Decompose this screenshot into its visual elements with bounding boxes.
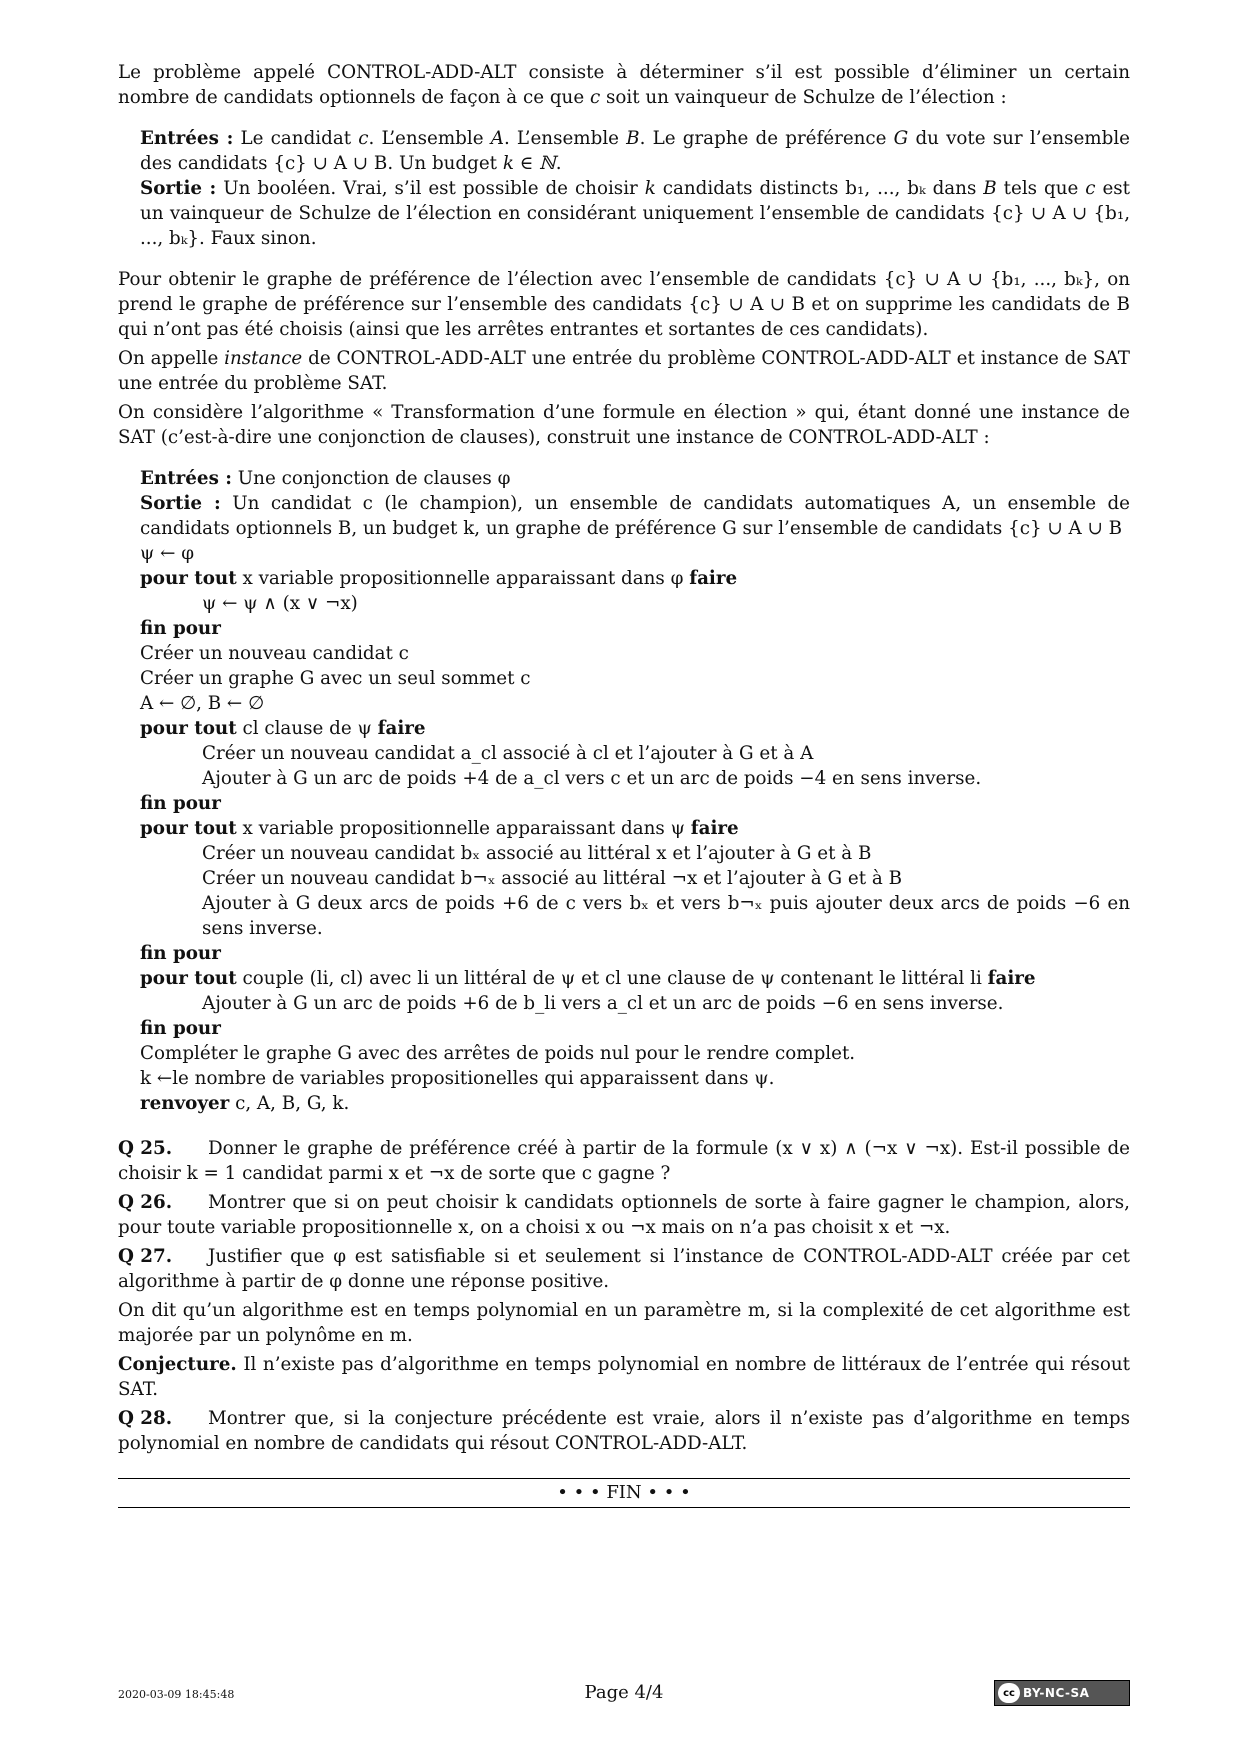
sortie-text: candidats distincts b₁, ..., bₖ dans bbox=[655, 178, 984, 199]
question-25 bbox=[118, 1136, 1130, 1186]
keyword: pour tout bbox=[140, 718, 237, 739]
entrees-text: . Le graphe de préférence bbox=[639, 128, 894, 149]
algo-line: Ajouter à G un arc de poids +4 de a_cl vers c et un arc de poids −4 en sens inverse. bbox=[202, 768, 982, 789]
algo-text: couple (li, cl) avec li un littéral de ψ et cl une clause de ψ contenant le littéral li bbox=[236, 968, 988, 989]
algo-line: Créer un nouveau candidat b¬ₓ associé au littéral ¬x et l’ajouter à G et à B bbox=[202, 868, 903, 889]
sortie-label: Sortie : bbox=[140, 178, 217, 199]
algo-entrees-text: Une conjonction de clauses φ bbox=[231, 468, 511, 489]
keyword: fin pour bbox=[140, 943, 221, 964]
keyword: pour tout bbox=[140, 818, 237, 839]
entrees-label: Entrées : bbox=[140, 128, 234, 149]
algo-text: x variable propositionnelle apparaissant dans φ bbox=[236, 568, 690, 589]
entrees-text: Le candidat bbox=[233, 128, 359, 149]
entrees-text: G bbox=[893, 128, 909, 149]
keyword: renvoyer bbox=[140, 1093, 230, 1114]
sortie-text: c bbox=[1085, 178, 1096, 199]
question-number: Q 26. bbox=[118, 1192, 173, 1213]
keyword: fin pour bbox=[140, 1018, 221, 1039]
entrees-text: . bbox=[555, 153, 562, 174]
page-footer bbox=[118, 1680, 1130, 1710]
entrees-text: c bbox=[358, 128, 369, 149]
sortie-text: Un booléen. Vrai, s’il est possible de choisir bbox=[216, 178, 645, 199]
question-text: Montrer que si on peut choisir k candidats optionnels de sorte à faire gagner le champion, alors, pour toute variable propositionnelle x, on a choisi x ou ¬x mais on n’a pas choisit x et ¬x. bbox=[118, 1192, 1130, 1238]
timestamp: 2020-03-09 18:45:48 bbox=[118, 1688, 235, 1701]
intro-text-c: soit un vainqueur de Schulze de l’élection : bbox=[600, 87, 1007, 108]
intro-text-a: Le problème appelé CONTROL-ADD-ALT consiste à déterminer s’il est possible d’éliminer un certain nombre de candidats optionnels de façon à ce que bbox=[118, 62, 1130, 108]
instance-term: instance bbox=[224, 348, 303, 369]
algo-line: ψ ← φ bbox=[140, 543, 195, 564]
keyword: faire bbox=[690, 818, 739, 839]
intro-text-b: c bbox=[589, 87, 601, 108]
intro-paragraph bbox=[118, 60, 1130, 110]
question-number: Q 27. bbox=[118, 1246, 173, 1267]
divider bbox=[118, 1507, 1130, 1508]
algo-line bbox=[140, 791, 1130, 816]
instance-text: de CONTROL-ADD-ALT une entrée du problème CONTROL-ADD-ALT et instance de SAT une entrée du problème SAT. bbox=[118, 348, 1130, 394]
question-text: Montrer que, si la conjecture précédente est vraie, alors il n’existe pas d’algorithme en temps polynomial en nombre de candidats qui résout CONTROL-ADD-ALT. bbox=[118, 1408, 1130, 1454]
question-text: Justifier que φ est satisfiable si et seulement si l’instance de CONTROL-ADD-ALT créée par cet algorithme à partir de φ donne une réponse positive. bbox=[118, 1246, 1130, 1292]
algo-sortie-text: Un candidat c (le champion), un ensemble de candidats automatiques A, un ensemble de candidats optionnels B, un budget k, un graphe de préférence G sur l’ensemble de candidats {c} ∪ A ∪ B bbox=[140, 493, 1130, 539]
algo-line bbox=[140, 1091, 1130, 1116]
entrees-text: A bbox=[490, 128, 504, 149]
algorithm-block bbox=[140, 466, 1130, 1116]
algo-entrees-label: Entrées : bbox=[140, 468, 232, 489]
polynomial-paragraph: On dit qu’un algorithme est en temps polynomial en un paramètre m, si la complexité de cet algorithme est majorée par un polynôme en m. bbox=[118, 1300, 1130, 1346]
algo-line: Créer un graphe G avec un seul sommet c bbox=[140, 668, 531, 689]
question-number: Q 25. bbox=[118, 1138, 173, 1159]
document-body bbox=[118, 60, 1130, 1508]
problem-sortie bbox=[140, 176, 1130, 251]
algo-sortie-label: Sortie : bbox=[140, 493, 221, 514]
conjecture-text: Il n’existe pas d’algorithme en temps polynomial en nombre de littéraux de l’entrée qui résout SAT. bbox=[118, 1354, 1130, 1400]
keyword: faire bbox=[377, 718, 426, 739]
question-27 bbox=[118, 1244, 1130, 1294]
keyword: fin pour bbox=[140, 618, 221, 639]
page-number: Page 4/4 bbox=[584, 1682, 664, 1703]
algo-line: Créer un nouveau candidat bₓ associé au littéral x et l’ajouter à G et à B bbox=[202, 843, 872, 864]
algo-line: Créer un nouveau candidat a_cl associé à cl et l’ajouter à G et à A bbox=[202, 743, 814, 764]
algo-line: Créer un nouveau candidat c bbox=[140, 643, 409, 664]
keyword: pour tout bbox=[140, 568, 237, 589]
entrees-text: . L’ensemble bbox=[503, 128, 627, 149]
graph-paragraph: Pour obtenir le graphe de préférence de l’élection avec l’ensemble de candidats {c} ∪ A ∪ {b₁, ..., bₖ}, on prend le graphe de préférence sur l’ensemble des candidats {c} ∪ A ∪ B et on supprime les candidats de B qui n’ont pas été choisis (ainsi que les arrêtes entrantes et sortantes de ces candidats). bbox=[118, 269, 1130, 340]
entrees-text: du vote sur l’ensemble des candidats {c} ∪ A ∪ B. Un budget bbox=[140, 128, 1130, 174]
entrees-text: k ∈ ℕ bbox=[502, 153, 556, 174]
sortie-text: k bbox=[644, 178, 656, 199]
entrees-text: B bbox=[626, 128, 640, 149]
question-text: Donner le graphe de préférence créé à partir de la formule (x ∨ x) ∧ (¬x ∨ ¬x). Est-il possible de choisir k = 1 candidat parmi x et ¬x de sorte que c gagne ? bbox=[118, 1138, 1130, 1184]
algo-line: Compléter le graphe G avec des arrêtes de poids nul pour le rendre complet. bbox=[140, 1043, 856, 1064]
algo-text: c, A, B, G, k. bbox=[229, 1093, 350, 1114]
conjecture-paragraph bbox=[118, 1352, 1130, 1402]
keyword: faire bbox=[987, 968, 1036, 989]
problem-definition bbox=[140, 126, 1130, 251]
algo-line bbox=[140, 566, 1130, 591]
question-number: Q 28. bbox=[118, 1408, 173, 1429]
algo-line: Ajouter à G deux arcs de poids +6 de c vers bₓ et vers b¬ₓ puis ajouter deux arcs de poids −6 en sens inverse. bbox=[202, 893, 1130, 939]
algo-line bbox=[140, 716, 1130, 741]
algo-line: ψ ← ψ ∧ (x ∨ ¬x) bbox=[202, 593, 358, 614]
question-26 bbox=[118, 1190, 1130, 1240]
problem-entrees bbox=[140, 126, 1130, 176]
algo-entrees bbox=[140, 466, 1130, 491]
algo-sortie bbox=[140, 491, 1130, 541]
algo-line: A ← ∅, B ← ∅ bbox=[140, 693, 264, 714]
cc-icon: cc bbox=[998, 1683, 1020, 1703]
question-28 bbox=[118, 1406, 1130, 1456]
algo-line bbox=[140, 816, 1130, 841]
sortie-text: tels que bbox=[996, 178, 1086, 199]
keyword: faire bbox=[689, 568, 738, 589]
fin-marker: • • • FIN • • • bbox=[557, 1482, 691, 1503]
sortie-text: est un vainqueur de Schulze de l’élection en considérant uniquement l’ensemble de candidats {c} ∪ A ∪ {b₁, ..., bₖ}. Faux sinon. bbox=[140, 178, 1130, 249]
algo-line bbox=[140, 941, 1130, 966]
algorithm-intro-paragraph: On considère l’algorithme « Transformation d’une formule en élection » qui, étant donné une instance de SAT (c’est-à-dire une conjonction de clauses), construit une instance de CONTROL-ADD-ALT : bbox=[118, 402, 1130, 448]
license-badge bbox=[994, 1680, 1130, 1706]
sortie-text: B bbox=[983, 178, 997, 199]
algo-line: k ←le nombre de variables propositionelles qui apparaissent dans ψ. bbox=[140, 1068, 775, 1089]
instance-text: On appelle bbox=[118, 348, 225, 369]
algo-line bbox=[140, 966, 1130, 991]
keyword: fin pour bbox=[140, 793, 221, 814]
license-text: BY-NC-SA bbox=[1023, 1686, 1090, 1700]
keyword: pour tout bbox=[140, 968, 237, 989]
conjecture-label: Conjecture. bbox=[118, 1354, 237, 1375]
entrees-text: . L’ensemble bbox=[368, 128, 491, 149]
algo-text: cl clause de ψ bbox=[236, 718, 378, 739]
algo-line bbox=[140, 616, 1130, 641]
algo-text: x variable propositionnelle apparaissant dans ψ bbox=[236, 818, 691, 839]
algo-line: Ajouter à G un arc de poids +6 de b_li vers a_cl et un arc de poids −6 en sens inverse. bbox=[202, 993, 1004, 1014]
instance-paragraph bbox=[118, 346, 1130, 396]
algo-line bbox=[140, 1016, 1130, 1041]
